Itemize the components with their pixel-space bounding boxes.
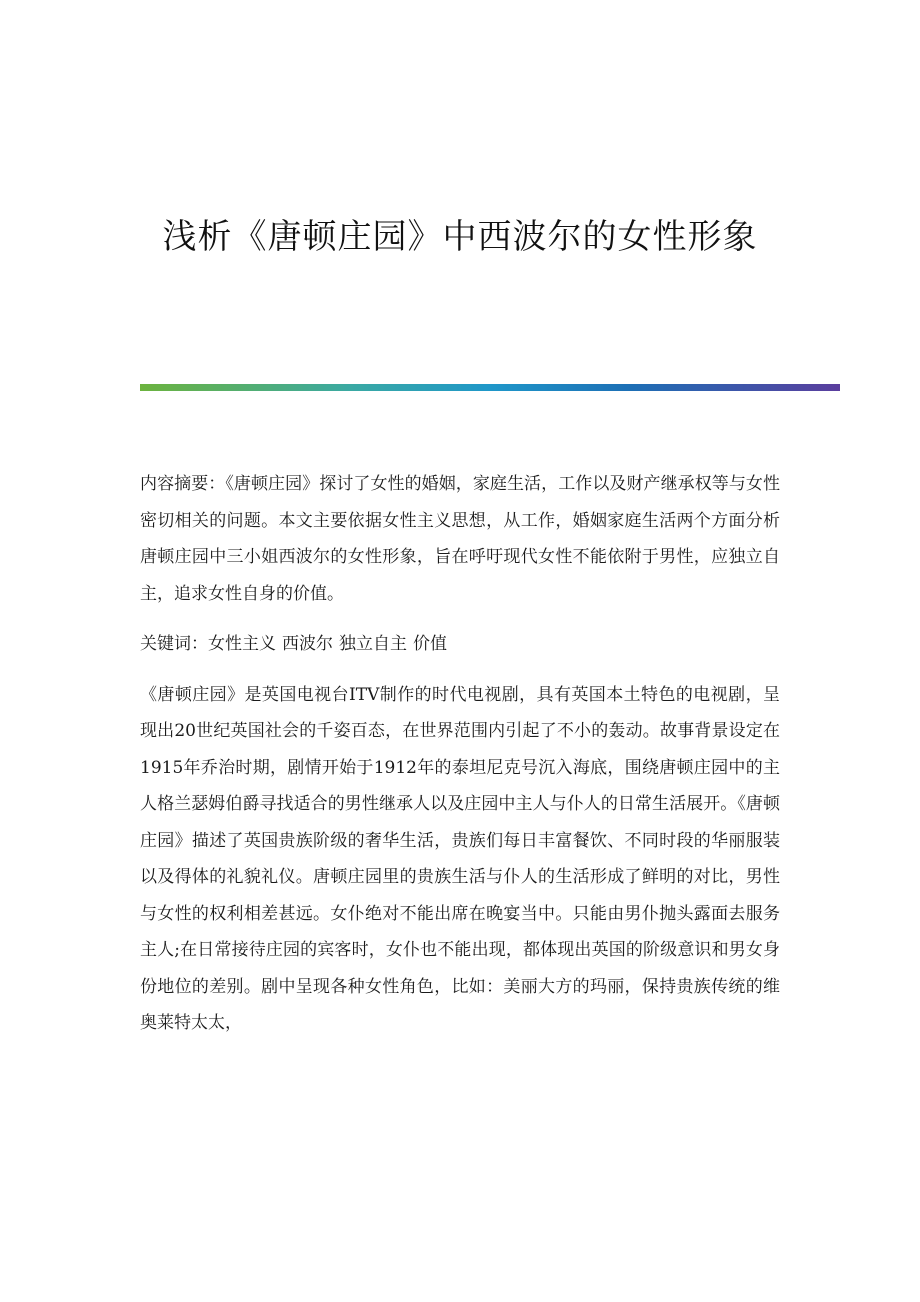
abstract-text: 《唐顿庄园》探讨了女性的婚姻，家庭生活，工作以及财产继承权等与女性密切相关的问题。本文主要依据女性主义思想，从工作，婚姻家庭生活两个方面分析唐顿庄园中三小姐西波尔的女性形象，旨在呼吁现代女性不能依附于男性，应独立自主，追求女性自身的价值。 xyxy=(140,474,781,604)
title-divider-rule xyxy=(140,384,840,391)
document-title: 浅析《唐顿庄园》中西波尔的女性形象 xyxy=(162,217,758,257)
keywords-line xyxy=(140,626,780,663)
keyword-term: 价值 xyxy=(413,634,447,654)
abstract-label: 内容摘要： xyxy=(140,474,226,494)
keyword-term: 独立自主 xyxy=(339,634,407,654)
keyword-term: 女性主义 xyxy=(208,634,276,654)
document-body xyxy=(140,466,780,1056)
body-paragraph: 《唐顿庄园》是英国电视台ITV制作的时代电视剧，具有英国本土特色的电视剧，呈现出20世纪英国社会的千姿百态，在世界范围内引起了不小的轰动。故事背景设定在1915年乔治时期，剧情开始于1912年的泰坦尼克号沉入海底，围绕唐顿庄园中的主人格兰瑟姆伯爵寻找适合的男性继承人以及庄园中主人与仆人的日常生活展开。《唐顿庄园》描述了英国贵族阶级的奢华生活，贵族们每日丰富餐饮、不同时段的华丽服装以及得体的礼貌礼仪。唐顿庄园里的贵族生活与仆人的生活形成了鲜明的对比，男性与女性的权利相差甚远。女仆绝对不能出席在晚宴当中。只能由男仆抛头露面去服务主人;在日常接待庄园的宾客时，女仆也不能出现，都体现出英国的阶级意识和男女身份地位的差别。剧中呈现各种女性角色，比如：美丽大方的玛丽，保持贵族传统的维奥莱特太太， xyxy=(140,684,780,1033)
keyword-term: 西波尔 xyxy=(282,634,333,654)
abstract-paragraph xyxy=(140,466,780,612)
keywords-label: 关键词： xyxy=(140,634,208,654)
